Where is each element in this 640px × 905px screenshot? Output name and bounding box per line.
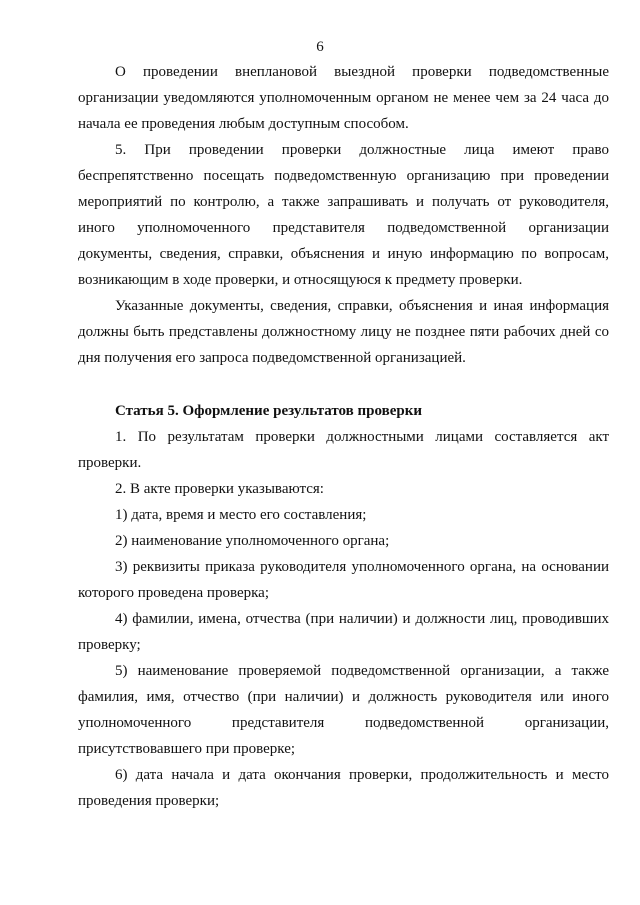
paragraph-notification: О проведении внеплановой выездной проверки подведомственные организации уведомляются уполномоченным органом не менее чем за 24 часа до начала ее проведения любым доступным способом. <box>78 64 609 132</box>
page-number: 6 <box>316 39 324 55</box>
paragraph-inspection-rights: 5. При проведении проверки должностные лица имеют право беспрепятственно посещать подведомственную организацию при проведении мероприятий по контролю, а также запрашивать и получать от руководителя, иного уполномоченного представителя подведомственной организации документы, сведения, справки, объяснения и иную информацию по вопросам, возникающим в ходе проверки, и относящуюся к предмету проверки. <box>78 142 609 288</box>
article-item: 1. По результатам проверки должностными лицами составляется акт проверки. <box>78 429 609 471</box>
article-heading: Статья 5. Оформление результатов проверки <box>115 403 423 419</box>
document-body <box>78 59 609 814</box>
article-item: 3) реквизиты приказа руководителя уполномоченного органа, на основании которого проведена проверка; <box>78 559 609 601</box>
article-item: 4) фамилии, имена, отчества (при наличии) и должности лиц, проводивших проверку; <box>78 611 609 653</box>
article-item: 1) дата, время и место его составления; <box>115 507 367 523</box>
paragraph-documents-deadline: Указанные документы, сведения, справки, объяснения и иная информация должны быть представлены должностному лицу не позднее пяти рабочих дней со дня получения его запроса подведомственной организацией. <box>78 298 609 366</box>
article-item: 6) дата начала и дата окончания проверки, продолжительность и место проведения проверки; <box>78 767 609 809</box>
article-item: 2. В акте проверки указываются: <box>115 481 324 497</box>
article-item: 5) наименование проверяемой подведомственной организации, а также фамилия, имя, отчество (при наличии) и должность руководителя или иного уполномоченного представителя подведомственной организации, присутствовавшего при проверке; <box>78 663 609 757</box>
article-item: 2) наименование уполномоченного органа; <box>115 533 390 549</box>
